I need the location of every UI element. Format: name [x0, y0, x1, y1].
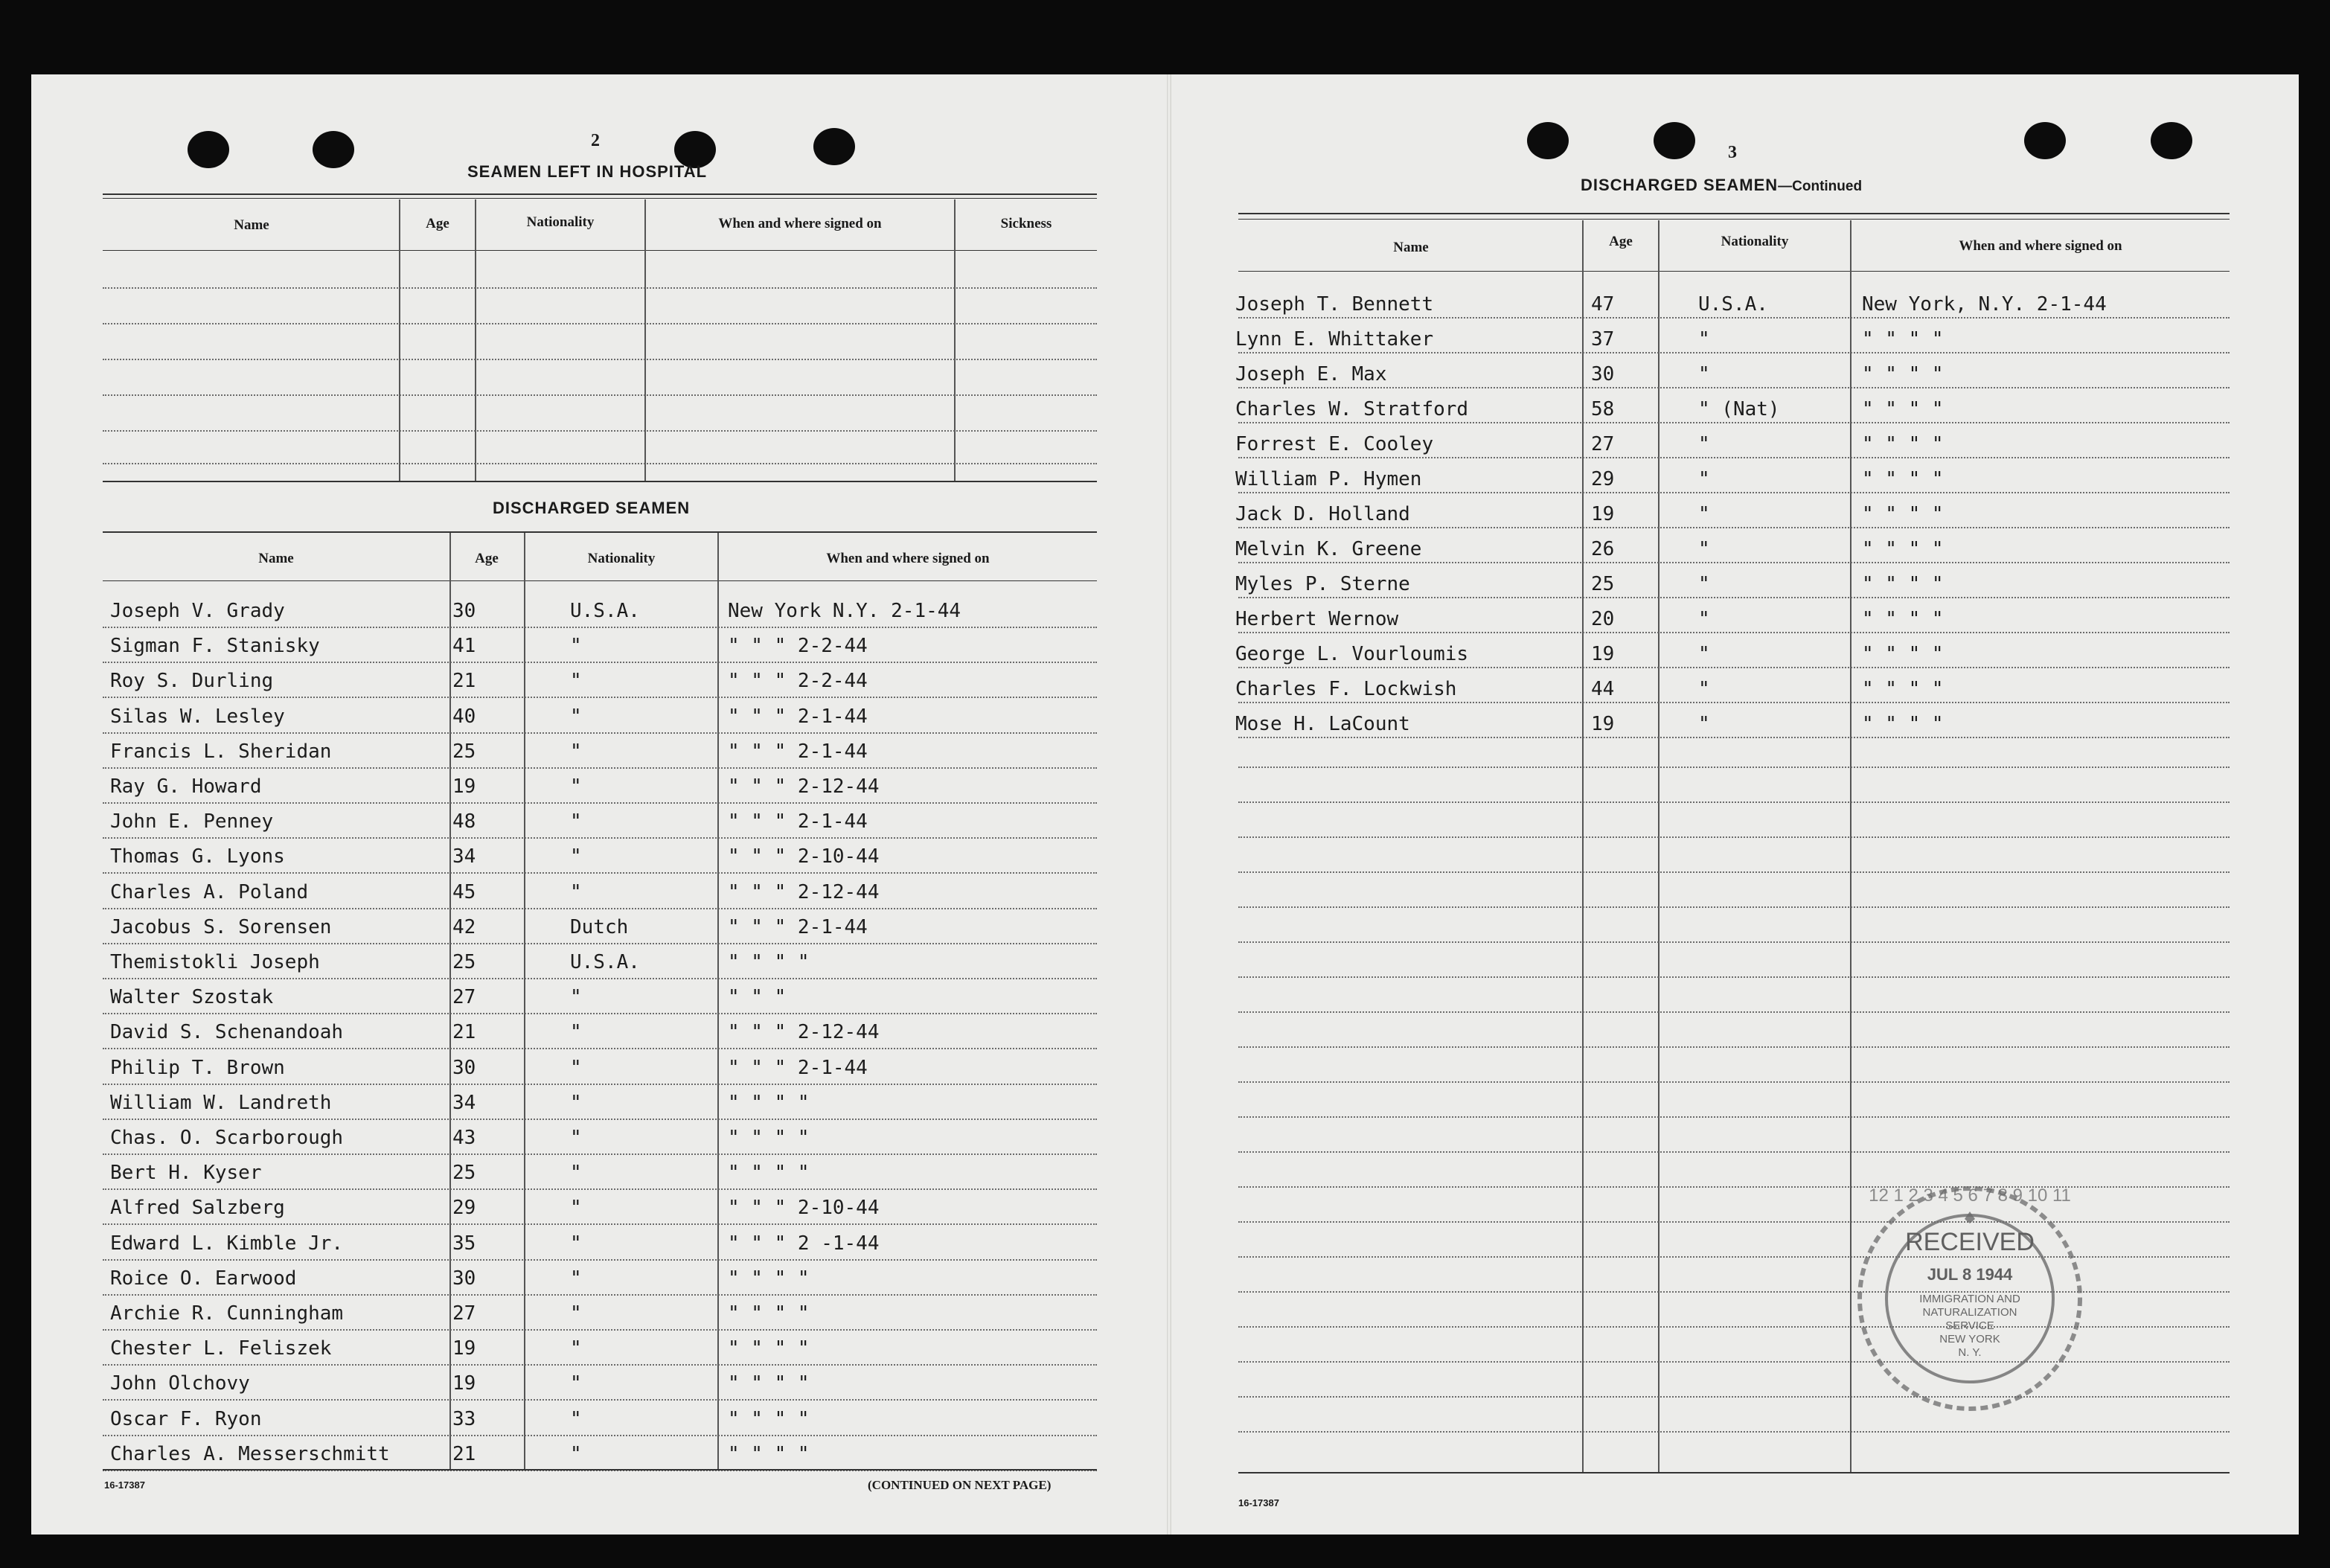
- seaman-nationality: ": [1698, 573, 1710, 595]
- seaman-nationality: ": [570, 810, 582, 833]
- hospital-empty-row: [103, 323, 1097, 324]
- seaman-nationality: ": [570, 845, 582, 868]
- seaman-signed-on: " " " ": [1862, 608, 1944, 630]
- hospital-section-title: SEAMEN LEFT IN HOSPITAL: [467, 162, 708, 181]
- seaman-name: Oscar F. Ryon: [110, 1408, 262, 1430]
- p3-header-name: Name: [1393, 240, 1429, 255]
- page-number: 2: [591, 131, 600, 150]
- seaman-name: Ray G. Howard: [110, 775, 262, 798]
- p3-header-signed-on: When and where signed on: [1959, 238, 2122, 254]
- empty-row-rule: [1238, 871, 2230, 873]
- seaman-nationality: ": [570, 705, 582, 728]
- seaman-nationality: ": [1698, 538, 1710, 560]
- seaman-nationality: ": [570, 881, 582, 903]
- seaman-nationality: ": [570, 1021, 582, 1043]
- row-rule: [103, 1329, 1097, 1331]
- page-number: 3: [1728, 143, 1737, 162]
- seaman-signed-on: " " " ": [1862, 433, 1944, 455]
- seaman-signed-on: " " " 2-10-44: [728, 1197, 880, 1219]
- seaman-name: Philip T. Brown: [110, 1057, 285, 1079]
- p3-column-divider: [1658, 220, 1660, 1472]
- p3-bottom-rule: [1238, 1472, 2230, 1473]
- seaman-nationality: ": [1698, 643, 1710, 665]
- row-rule: [1238, 737, 2230, 738]
- seaman-age: 19: [452, 775, 476, 798]
- stamp-ring: 12 1 2 3 4 5 6 7 8 9 10 11: [1869, 1185, 2071, 1206]
- seaman-signed-on: " " " ": [728, 1337, 810, 1360]
- punch-hole: [813, 128, 855, 165]
- seaman-name: George L. Vourloumis: [1235, 643, 1469, 665]
- stamp-line7: N. Y.: [1958, 1346, 1982, 1359]
- row-rule: [103, 697, 1097, 698]
- seaman-name: Charles A. Messerschmitt: [110, 1443, 390, 1465]
- seaman-nationality: ": [570, 635, 582, 657]
- seaman-age: 29: [452, 1197, 476, 1219]
- hospital-empty-row: [103, 287, 1097, 289]
- seaman-age: 33: [452, 1408, 476, 1430]
- received-stamp: [1847, 1176, 2093, 1421]
- seaman-nationality: ": [570, 986, 582, 1008]
- seaman-name: Chas. O. Scarborough: [110, 1127, 344, 1149]
- hospital-empty-row: [103, 463, 1097, 464]
- row-rule: [103, 1084, 1097, 1085]
- row-rule: [103, 662, 1097, 663]
- seaman-signed-on: " " " ": [1862, 328, 1944, 351]
- discharged-header-signed-on: When and where signed on: [826, 551, 990, 566]
- seaman-age: 34: [452, 845, 476, 868]
- row-rule: [103, 1259, 1097, 1261]
- hospital-empty-row: [103, 394, 1097, 396]
- seaman-nationality: ": [570, 1337, 582, 1360]
- seaman-name: Bert H. Kyser: [110, 1162, 262, 1184]
- discharged-top-rule: [103, 531, 1097, 533]
- seaman-name: Walter Szostak: [110, 986, 274, 1008]
- seaman-age: 42: [452, 916, 476, 938]
- form-number: 16-17387: [104, 1479, 145, 1491]
- row-rule: [103, 1223, 1097, 1225]
- seaman-nationality: ": [570, 1092, 582, 1114]
- empty-row-rule: [1238, 1081, 2230, 1083]
- row-rule: [1238, 562, 2230, 563]
- hospital-bottom-rule: [103, 481, 1097, 482]
- empty-row-rule: [1238, 906, 2230, 908]
- discharged-continued-title-text: DISCHARGED SEAMEN: [1581, 176, 1779, 194]
- seaman-name: Roy S. Durling: [110, 670, 274, 692]
- seaman-age: 26: [1591, 538, 1615, 560]
- hospital-header-sickness: Sickness: [1000, 216, 1052, 231]
- seaman-age: 30: [452, 1057, 476, 1079]
- seaman-nationality: ": [570, 1197, 582, 1219]
- seaman-nationality: ": [1698, 608, 1710, 630]
- seaman-nationality: ": [570, 1302, 582, 1325]
- empty-row-rule: [1238, 1431, 2230, 1433]
- row-rule: [103, 732, 1097, 734]
- seaman-nationality: ": [1698, 678, 1710, 700]
- seaman-name: Joseph E. Max: [1235, 363, 1387, 385]
- seaman-signed-on: " " " ": [728, 1443, 810, 1465]
- hospital-empty-row: [103, 430, 1097, 432]
- seaman-name: Charles A. Poland: [110, 881, 309, 903]
- seaman-signed-on: " " " ": [728, 1302, 810, 1325]
- row-rule: [1238, 597, 2230, 598]
- seaman-signed-on: " " " ": [728, 1092, 810, 1114]
- empty-row-rule: [1238, 836, 2230, 838]
- seaman-signed-on: " " " ": [1862, 713, 1944, 735]
- seaman-name: Silas W. Lesley: [110, 705, 285, 728]
- seaman-name: Melvin K. Greene: [1235, 538, 1422, 560]
- seaman-nationality: ": [570, 670, 582, 692]
- continued-note: (CONTINUED ON NEXT PAGE): [868, 1478, 1052, 1492]
- row-rule: [103, 872, 1097, 874]
- seaman-signed-on: " " " ": [1862, 398, 1944, 420]
- empty-row-rule: [1238, 1011, 2230, 1013]
- p3-column-divider: [1582, 220, 1584, 1472]
- seaman-nationality: ": [1698, 503, 1710, 525]
- seaman-nationality: ": [1698, 713, 1710, 735]
- seaman-nationality: ": [570, 1127, 582, 1149]
- row-rule: [103, 1048, 1097, 1049]
- hospital-header-signed-on: When and where signed on: [718, 216, 882, 231]
- hospital-column-divider: [399, 199, 400, 481]
- hospital-header-nationality: Nationality: [526, 214, 595, 230]
- hospital-header-age: Age: [426, 216, 449, 231]
- hospital-top-rule-2: [103, 198, 1097, 199]
- seaman-age: 44: [1591, 678, 1615, 700]
- hospital-column-divider: [954, 199, 956, 481]
- seaman-age: 25: [452, 951, 476, 973]
- seaman-signed-on: " " " 2-10-44: [728, 845, 880, 868]
- row-rule: [103, 978, 1097, 979]
- seaman-name: Jacobus S. Sorensen: [110, 916, 332, 938]
- empty-row-rule: [1238, 941, 2230, 943]
- row-rule: [1238, 387, 2230, 388]
- row-rule: [1238, 527, 2230, 528]
- seaman-age: 45: [452, 881, 476, 903]
- row-rule: [103, 837, 1097, 839]
- row-rule: [103, 767, 1097, 769]
- stamp-line6: NEW YORK: [1939, 1333, 2000, 1345]
- seaman-name: Thomas G. Lyons: [110, 845, 285, 868]
- discharged-bottom-rule: [103, 1469, 1097, 1471]
- row-rule: [103, 908, 1097, 909]
- row-rule: [103, 943, 1097, 944]
- seaman-age: 21: [452, 670, 476, 692]
- seaman-signed-on: " " " ": [1862, 643, 1944, 665]
- row-rule: [1238, 352, 2230, 353]
- seaman-age: 27: [452, 986, 476, 1008]
- seaman-nationality: ": [570, 1057, 582, 1079]
- hospital-header-rule: [103, 250, 1097, 251]
- seaman-nationality: ": [570, 775, 582, 798]
- seaman-signed-on: " " " ": [728, 951, 810, 973]
- seaman-age: 27: [1591, 433, 1615, 455]
- stamp-received: RECEIVED: [1905, 1228, 2035, 1256]
- seaman-age: 48: [452, 810, 476, 833]
- hospital-column-divider: [644, 199, 646, 481]
- seaman-nationality: " (Nat): [1698, 398, 1780, 420]
- seaman-name: Lynn E. Whittaker: [1235, 328, 1434, 351]
- row-rule: [1238, 702, 2230, 703]
- seaman-nationality: ": [570, 1372, 582, 1395]
- seaman-age: 25: [452, 740, 476, 763]
- punch-hole: [2151, 122, 2192, 159]
- seaman-signed-on: " " " 2-12-44: [728, 881, 880, 903]
- seaman-nationality: ": [570, 1232, 582, 1255]
- row-rule: [103, 1013, 1097, 1014]
- seaman-signed-on: " " " 2-12-44: [728, 775, 880, 798]
- seaman-age: 19: [1591, 503, 1615, 525]
- continued-suffix: —Continued: [1778, 179, 1863, 194]
- seaman-age: 30: [452, 600, 476, 622]
- seaman-signed-on: " " " ": [728, 1408, 810, 1430]
- seaman-signed-on: " " " ": [728, 1372, 810, 1395]
- seaman-nationality: Dutch: [570, 916, 629, 938]
- p3-header-rule: [1238, 271, 2230, 272]
- seaman-name: Chester L. Feliszek: [110, 1337, 332, 1360]
- discharged-header-rule: [103, 580, 1097, 581]
- row-rule: [103, 627, 1097, 628]
- seaman-nationality: U.S.A.: [1698, 293, 1768, 316]
- hospital-top-rule: [103, 193, 1097, 195]
- seaman-name: Joseph V. Grady: [110, 600, 285, 622]
- seaman-signed-on: " " " 2-2-44: [728, 670, 868, 692]
- form-number: 16-17387: [1238, 1497, 1279, 1508]
- seaman-nationality: ": [570, 1408, 582, 1430]
- seaman-age: 35: [452, 1232, 476, 1255]
- discharged-continued-title: [1581, 176, 1862, 195]
- punch-hole: [2024, 122, 2066, 159]
- row-rule: [103, 1294, 1097, 1296]
- seaman-signed-on: New York N.Y. 2-1-44: [728, 600, 961, 622]
- empty-row-rule: [1238, 976, 2230, 978]
- seaman-nationality: ": [1698, 433, 1710, 455]
- seaman-age: 34: [452, 1092, 476, 1114]
- seaman-name: William W. Landreth: [110, 1092, 332, 1114]
- p3-header-age: Age: [1609, 234, 1633, 249]
- seaman-name: Archie R. Cunningham: [110, 1302, 344, 1325]
- seaman-name: Charles F. Lockwish: [1235, 678, 1457, 700]
- seaman-name: Roice O. Earwood: [110, 1267, 297, 1290]
- punch-hole: [188, 131, 229, 168]
- row-rule: [103, 1364, 1097, 1366]
- seaman-name: Charles W. Stratford: [1235, 398, 1469, 420]
- punch-hole: [313, 131, 354, 168]
- seaman-name: John Olchovy: [110, 1372, 250, 1395]
- seaman-age: 25: [1591, 573, 1615, 595]
- seaman-name: David S. Schenandoah: [110, 1021, 344, 1043]
- seaman-age: 25: [452, 1162, 476, 1184]
- seaman-signed-on: " " " ": [1862, 678, 1944, 700]
- seaman-nationality: ": [570, 740, 582, 763]
- seaman-name: Mose H. LaCount: [1235, 713, 1410, 735]
- hospital-empty-row: [103, 359, 1097, 360]
- seaman-nationality: U.S.A.: [570, 951, 640, 973]
- seaman-signed-on: " " " ": [728, 1267, 810, 1290]
- seaman-age: 19: [452, 1337, 476, 1360]
- seaman-age: 37: [1591, 328, 1615, 351]
- discharged-header-nationality: Nationality: [587, 551, 656, 566]
- seaman-age: 58: [1591, 398, 1615, 420]
- p3-top-rule: [1238, 213, 2230, 214]
- row-rule: [103, 1435, 1097, 1436]
- seaman-age: 20: [1591, 608, 1615, 630]
- row-rule: [103, 1399, 1097, 1401]
- p3-header-nationality: Nationality: [1721, 234, 1789, 249]
- seaman-nationality: U.S.A.: [570, 600, 640, 622]
- punch-hole: [1654, 122, 1695, 159]
- row-rule: [103, 802, 1097, 804]
- seaman-signed-on: " " " ": [1862, 363, 1944, 385]
- seaman-signed-on: " " " ": [1862, 573, 1944, 595]
- seaman-nationality: ": [570, 1443, 582, 1465]
- seaman-signed-on: " " " ": [1862, 503, 1944, 525]
- seaman-signed-on: " " " 2-12-44: [728, 1021, 880, 1043]
- seaman-age: 21: [452, 1443, 476, 1465]
- seaman-age: 21: [452, 1021, 476, 1043]
- seaman-age: 19: [1591, 713, 1615, 735]
- seaman-nationality: ": [1698, 468, 1710, 490]
- seaman-age: 40: [452, 705, 476, 728]
- row-rule: [1238, 317, 2230, 319]
- seaman-name: Themistokli Joseph: [110, 951, 320, 973]
- seaman-age: 27: [452, 1302, 476, 1325]
- seaman-nationality: ": [570, 1162, 582, 1184]
- seaman-signed-on: " " " 2-1-44: [728, 1057, 868, 1079]
- seaman-nationality: ": [570, 1267, 582, 1290]
- seaman-signed-on: " " " 2-2-44: [728, 635, 868, 657]
- seaman-name: Joseph T. Bennett: [1235, 293, 1434, 316]
- row-rule: [1238, 457, 2230, 458]
- hospital-column-divider: [475, 199, 476, 481]
- stamp-line5: SERVICE: [1945, 1319, 1994, 1332]
- seaman-signed-on: " " " 2-1-44: [728, 740, 868, 763]
- hospital-header-name: Name: [234, 217, 269, 233]
- seaman-signed-on: " " " 2-1-44: [728, 810, 868, 833]
- row-rule: [1238, 667, 2230, 668]
- seaman-signed-on: " " " ": [1862, 468, 1944, 490]
- seaman-name: Francis L. Sheridan: [110, 740, 332, 763]
- seaman-name: Alfred Salzberg: [110, 1197, 285, 1219]
- seaman-name: Herbert Wernow: [1235, 608, 1399, 630]
- discharged-section-title: DISCHARGED SEAMEN: [493, 499, 691, 517]
- row-rule: [1238, 422, 2230, 423]
- seaman-nationality: ": [1698, 363, 1710, 385]
- seaman-name: Myles P. Sterne: [1235, 573, 1410, 595]
- seaman-name: Jack D. Holland: [1235, 503, 1410, 525]
- seaman-signed-on: " " " 2 -1-44: [728, 1232, 880, 1255]
- empty-row-rule: [1238, 1116, 2230, 1118]
- empty-row-rule: [1238, 767, 2230, 768]
- seaman-name: William P. Hymen: [1235, 468, 1422, 490]
- empty-row-rule: [1238, 801, 2230, 803]
- stamp-date: JUL 8 1944: [1927, 1265, 2013, 1284]
- seaman-age: 30: [1591, 363, 1615, 385]
- seaman-name: Edward L. Kimble Jr.: [110, 1232, 344, 1255]
- seaman-name: John E. Penney: [110, 810, 274, 833]
- p3-top-rule-2: [1238, 219, 2230, 220]
- seaman-name: Forrest E. Cooley: [1235, 433, 1434, 455]
- seaman-name: Sigman F. Stanisky: [110, 635, 320, 657]
- punch-hole: [1527, 122, 1569, 159]
- seaman-age: 19: [452, 1372, 476, 1395]
- row-rule: [1238, 492, 2230, 493]
- seaman-age: 19: [1591, 643, 1615, 665]
- discharged-header-age: Age: [475, 551, 499, 566]
- seaman-signed-on: " " " ": [1862, 538, 1944, 560]
- row-rule: [103, 1153, 1097, 1155]
- row-rule: [1238, 632, 2230, 633]
- seaman-signed-on: " " " 2-1-44: [728, 916, 868, 938]
- seaman-age: 47: [1591, 293, 1615, 316]
- seaman-age: 41: [452, 635, 476, 657]
- row-rule: [103, 1188, 1097, 1190]
- seaman-signed-on: " " " ": [728, 1162, 810, 1184]
- seaman-signed-on: " " ": [728, 986, 787, 1008]
- empty-row-rule: [1238, 1046, 2230, 1048]
- row-rule: [103, 1119, 1097, 1120]
- empty-row-rule: [1238, 1151, 2230, 1153]
- seaman-age: 29: [1591, 468, 1615, 490]
- seaman-signed-on: " " " 2-1-44: [728, 705, 868, 728]
- seaman-signed-on: " " " ": [728, 1127, 810, 1149]
- seaman-age: 43: [452, 1127, 476, 1149]
- center-fold: [1167, 74, 1171, 1535]
- seaman-age: 30: [452, 1267, 476, 1290]
- stamp-line3: IMMIGRATION AND: [1919, 1293, 2020, 1305]
- stamp-line4: NATURALIZATION: [1922, 1306, 2017, 1319]
- seaman-signed-on: New York, N.Y. 2-1-44: [1862, 293, 2107, 316]
- seaman-nationality: ": [1698, 328, 1710, 351]
- discharged-header-name: Name: [258, 551, 294, 566]
